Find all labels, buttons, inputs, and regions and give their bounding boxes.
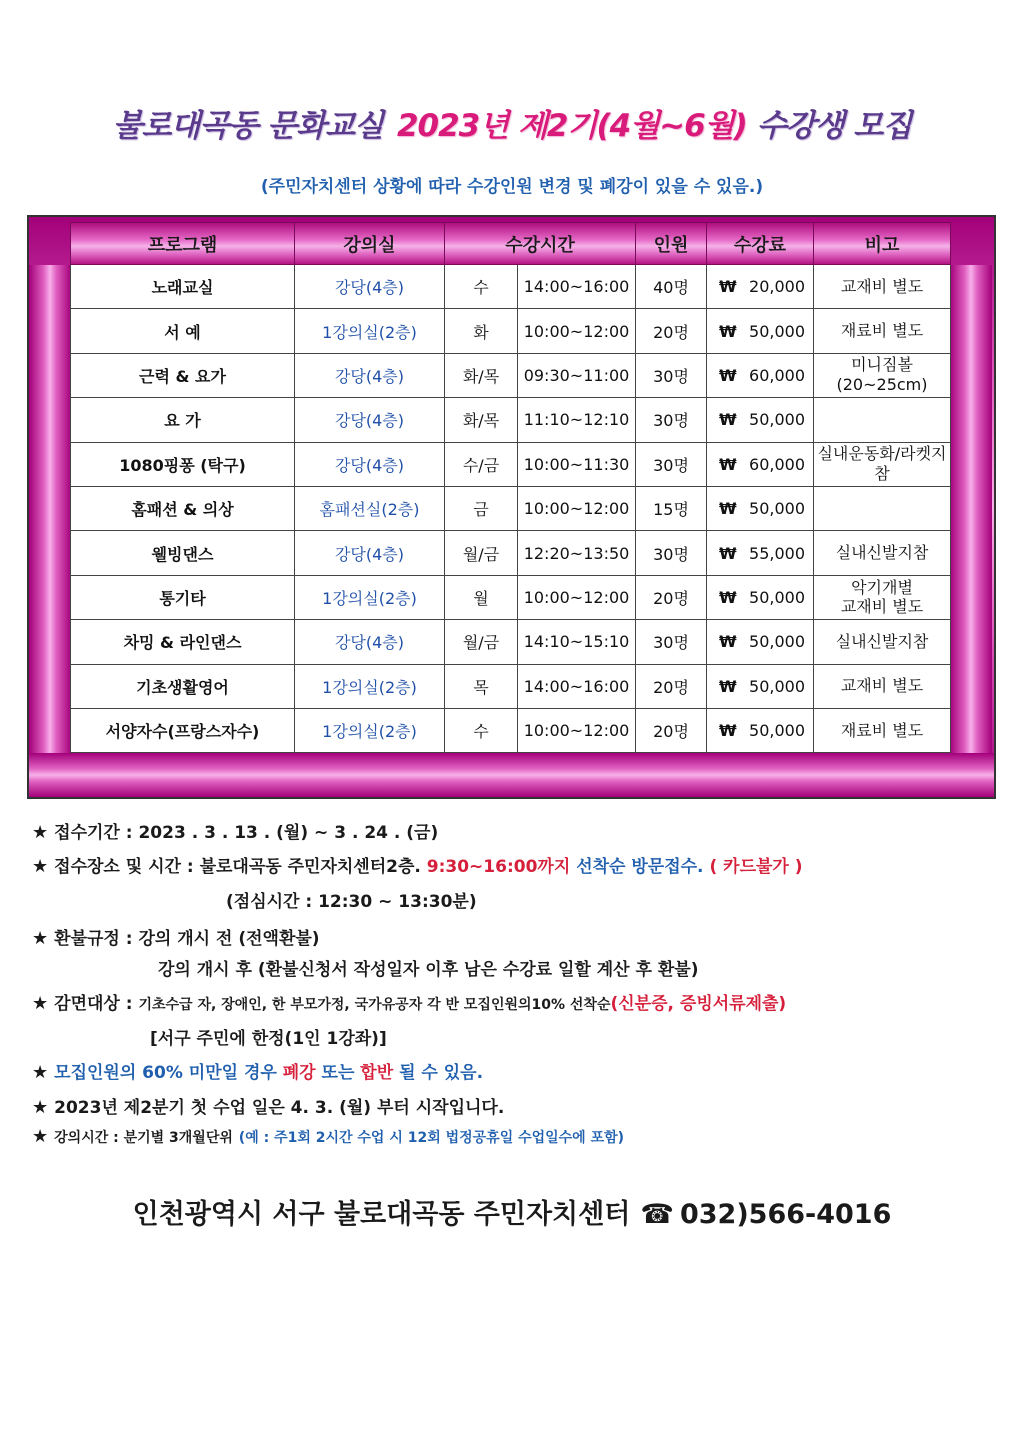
table-row <box>71 309 951 353</box>
cancel-end: 될 수 있음. <box>399 1063 484 1083</box>
room-cell: 홈패션실(2층) <box>295 486 445 530</box>
capacity-cell: 40명 <box>636 265 707 309</box>
capacity-cell: 20명 <box>636 708 707 752</box>
fee-amount: 50,000 <box>749 587 805 607</box>
note-line: 교재비 별도 <box>840 276 924 296</box>
won-icon: ₩ <box>719 277 737 297</box>
program-cell: 홈패션 & 의상 <box>71 486 295 530</box>
day-cell: 월/금 <box>445 531 518 575</box>
note-cell <box>814 664 951 708</box>
lunch-text: (점심시간 : 12:30 ~ 13:30분) <box>226 892 477 912</box>
discount-label: 감면대상 : <box>54 994 133 1014</box>
program-cell: 요 가 <box>71 398 295 442</box>
info-start <box>32 1093 504 1118</box>
time-cell: 11:10~12:10 <box>518 398 636 442</box>
room-cell: 강당(4층) <box>295 353 445 397</box>
frame-right-bar <box>950 265 992 753</box>
room-cell: 강당(4층) <box>295 442 445 486</box>
frame-bottom-bar <box>29 753 994 797</box>
note-cell <box>814 620 951 664</box>
fee-cell <box>707 664 814 708</box>
program-cell: 차밍 & 라인댄스 <box>71 620 295 664</box>
phone-icon: ☎ <box>640 1199 674 1230</box>
won-icon: ₩ <box>719 676 737 696</box>
table-row <box>71 531 951 575</box>
hours-text: 강의시간 : 분기별 3개월단위 <box>54 1130 233 1146</box>
table-row <box>71 486 951 530</box>
place-method: 선착순 방문접수. <box>576 857 704 877</box>
won-icon: ₩ <box>719 454 737 474</box>
fee-cell <box>707 309 814 353</box>
day-cell: 수 <box>445 708 518 752</box>
table-header-row <box>71 223 951 265</box>
won-icon: ₩ <box>719 587 737 607</box>
refund-after: 강의 개시 후 (환불신청서 작성일자 이후 남은 수강료 일할 계산 후 환불) <box>158 960 699 980</box>
table-row <box>71 353 951 397</box>
note-line: 교재비 별도 <box>840 676 924 696</box>
fee-amount: 50,000 <box>749 410 805 430</box>
title-part2: 2023년 제2기(4월~6월) <box>396 108 747 144</box>
program-cell: 근력 & 요가 <box>71 353 295 397</box>
won-icon: ₩ <box>719 365 737 385</box>
fee-amount: 50,000 <box>749 499 805 519</box>
schedule-table <box>70 222 951 753</box>
header-room: 강의실 <box>295 223 445 265</box>
footer-phone: 032)566-4016 <box>679 1199 892 1230</box>
time-cell: 12:20~13:50 <box>518 531 636 575</box>
room-cell: 강당(4층) <box>295 398 445 442</box>
header-program: 프로그램 <box>71 223 295 265</box>
note-cell <box>814 531 951 575</box>
day-cell: 금 <box>445 486 518 530</box>
time-cell: 10:00~12:00 <box>518 708 636 752</box>
day-cell: 수/금 <box>445 442 518 486</box>
star-icon: ★ <box>32 1097 49 1118</box>
star-icon: ★ <box>32 822 49 843</box>
table-row <box>71 620 951 664</box>
capacity-cell: 30명 <box>636 442 707 486</box>
fee-cell <box>707 265 814 309</box>
capacity-cell: 30명 <box>636 620 707 664</box>
program-cell: 통기타 <box>71 575 295 619</box>
cancel-close: 폐강 <box>282 1063 316 1083</box>
note-cell <box>814 442 951 486</box>
won-icon: ₩ <box>719 543 737 563</box>
fee-amount: 50,000 <box>749 321 805 341</box>
fee-amount: 20,000 <box>749 277 805 297</box>
header-fee: 수강료 <box>707 223 814 265</box>
fee-cell <box>707 442 814 486</box>
info-place <box>32 852 803 877</box>
place-hours: 9:30~16:00까지 <box>426 857 571 877</box>
time-cell: 09:30~11:00 <box>518 353 636 397</box>
time-cell: 10:00~12:00 <box>518 575 636 619</box>
capacity-cell: 20명 <box>636 575 707 619</box>
program-cell: 기초생활영어 <box>71 664 295 708</box>
subtitle: (주민자치센터 상황에 따라 수강인원 변경 및 폐강이 있을 수 있음.) <box>260 177 764 197</box>
capacity-cell: 30명 <box>636 353 707 397</box>
day-cell: 화/목 <box>445 398 518 442</box>
note-line: 재료비 별도 <box>840 321 924 341</box>
won-icon: ₩ <box>719 499 737 519</box>
time-cell: 14:00~16:00 <box>518 265 636 309</box>
fee-cell <box>707 486 814 530</box>
program-cell: 노래교실 <box>71 265 295 309</box>
note-line: 재료비 별도 <box>840 720 924 740</box>
won-icon: ₩ <box>719 321 737 341</box>
capacity-cell: 20명 <box>636 664 707 708</box>
program-cell: 서양자수(프랑스자수) <box>71 708 295 752</box>
room-cell: 강당(4층) <box>295 265 445 309</box>
day-cell: 수 <box>445 265 518 309</box>
fee-amount: 60,000 <box>749 454 805 474</box>
capacity-cell: 30명 <box>636 398 707 442</box>
star-icon: ★ <box>32 1062 49 1083</box>
star-icon: ★ <box>32 928 49 949</box>
won-icon: ₩ <box>719 632 737 652</box>
fee-amount: 55,000 <box>749 543 805 563</box>
footer-org: 인천광역시 서구 불로대곡동 주민자치센터 <box>132 1199 631 1230</box>
note-cell <box>814 708 951 752</box>
note-line: 실내신발지참 <box>835 543 929 563</box>
cancel-merge: 합반 <box>360 1063 394 1083</box>
fee-amount: 50,000 <box>749 676 805 696</box>
cancel-or: 또는 <box>321 1063 355 1083</box>
note-cell <box>814 575 951 619</box>
won-icon: ₩ <box>719 721 737 741</box>
info-period <box>32 818 438 843</box>
fee-cell <box>707 353 814 397</box>
title-part1: 불로대곡동 문화교실 <box>112 108 383 144</box>
info-refund <box>32 924 320 949</box>
time-cell: 10:00~12:00 <box>518 309 636 353</box>
time-cell: 14:10~15:10 <box>518 620 636 664</box>
place-card-note: ( 카드불가 ) <box>709 857 803 877</box>
note-line: 악기개별 <box>851 578 913 598</box>
table-row <box>71 575 951 619</box>
fee-cell <box>707 708 814 752</box>
room-cell: 1강의실(2층) <box>295 309 445 353</box>
fee-amount: 60,000 <box>749 365 805 385</box>
program-cell: 서 예 <box>71 309 295 353</box>
note-cell <box>814 486 951 530</box>
won-icon: ₩ <box>719 410 737 430</box>
program-cell: 1080핑퐁 (탁구) <box>71 442 295 486</box>
discount-docs: (신분증, 증빙서류제출) <box>610 994 787 1014</box>
fee-cell <box>707 398 814 442</box>
page-title <box>0 100 1024 145</box>
fee-cell <box>707 575 814 619</box>
room-cell: 강당(4층) <box>295 620 445 664</box>
day-cell: 화/목 <box>445 353 518 397</box>
note-cell <box>814 398 951 442</box>
fee-cell <box>707 620 814 664</box>
hours-example: (예 : 주1회 2시간 수업 시 12회 법정공휴일 수업일수에 포함) <box>238 1130 625 1146</box>
star-icon: ★ <box>32 856 49 877</box>
time-cell: 10:00~11:30 <box>518 442 636 486</box>
program-cell: 웰빙댄스 <box>71 531 295 575</box>
info-cancel <box>32 1058 483 1083</box>
room-cell: 강당(4층) <box>295 531 445 575</box>
table-row <box>71 708 951 752</box>
room-cell: 1강의실(2층) <box>295 575 445 619</box>
note-line: 실내운동화/라켓지참 <box>817 444 947 484</box>
discount-targets: 기초수급 자, 장애인, 한 부모가정, 국가유공자 각 반 모집인원의10% 선착순 <box>138 997 611 1013</box>
time-cell: 14:00~16:00 <box>518 664 636 708</box>
day-cell: 월/금 <box>445 620 518 664</box>
info-discount <box>32 989 786 1014</box>
start-text: 2023년 제2분기 첫 수업 일은 4. 3. (월) 부터 시작입니다. <box>54 1098 505 1118</box>
note-cell <box>814 353 951 397</box>
time-cell: 10:00~12:00 <box>518 486 636 530</box>
day-cell: 목 <box>445 664 518 708</box>
capacity-cell: 30명 <box>636 531 707 575</box>
note-line: 교재비 별도 <box>840 597 924 617</box>
note-line: 미니짐볼(20~25cm) <box>836 355 928 395</box>
discount-limit: [서구 주민에 한정(1인 1강좌)] <box>150 1029 387 1049</box>
capacity-cell: 20명 <box>636 309 707 353</box>
star-icon: ★ <box>32 1126 49 1147</box>
day-cell: 월 <box>445 575 518 619</box>
note-cell <box>814 309 951 353</box>
table-row <box>71 442 951 486</box>
period-text: 접수기간 : 2023 . 3 . 13 . (월) ~ 3 . 24 . (금) <box>54 823 439 843</box>
header-time: 수강시간 <box>445 223 636 265</box>
place-text: 접수장소 및 시간 : 불로대곡동 주민자치센터2층. <box>54 857 421 877</box>
info-hours <box>32 1126 624 1147</box>
table-row <box>71 265 951 309</box>
capacity-cell: 15명 <box>636 486 707 530</box>
cancel-text: 모집인원의 60% 미만일 경우 <box>54 1063 277 1083</box>
fee-cell <box>707 531 814 575</box>
room-cell: 1강의실(2층) <box>295 664 445 708</box>
fee-amount: 50,000 <box>749 632 805 652</box>
day-cell: 화 <box>445 309 518 353</box>
note-cell <box>814 265 951 309</box>
header-note: 비고 <box>814 223 951 265</box>
note-line: 실내신발지참 <box>835 631 929 651</box>
room-cell: 1강의실(2층) <box>295 708 445 752</box>
table-row <box>71 398 951 442</box>
table-row <box>71 664 951 708</box>
title-part3: 수강생 모집 <box>756 108 912 144</box>
fee-amount: 50,000 <box>749 721 805 741</box>
header-capacity: 인원 <box>636 223 707 265</box>
footer <box>0 1192 1024 1231</box>
refund-before: 환불규정 : 강의 개시 전 (전액환불) <box>54 929 320 949</box>
frame-left-bar <box>29 265 71 753</box>
star-icon: ★ <box>32 993 49 1014</box>
